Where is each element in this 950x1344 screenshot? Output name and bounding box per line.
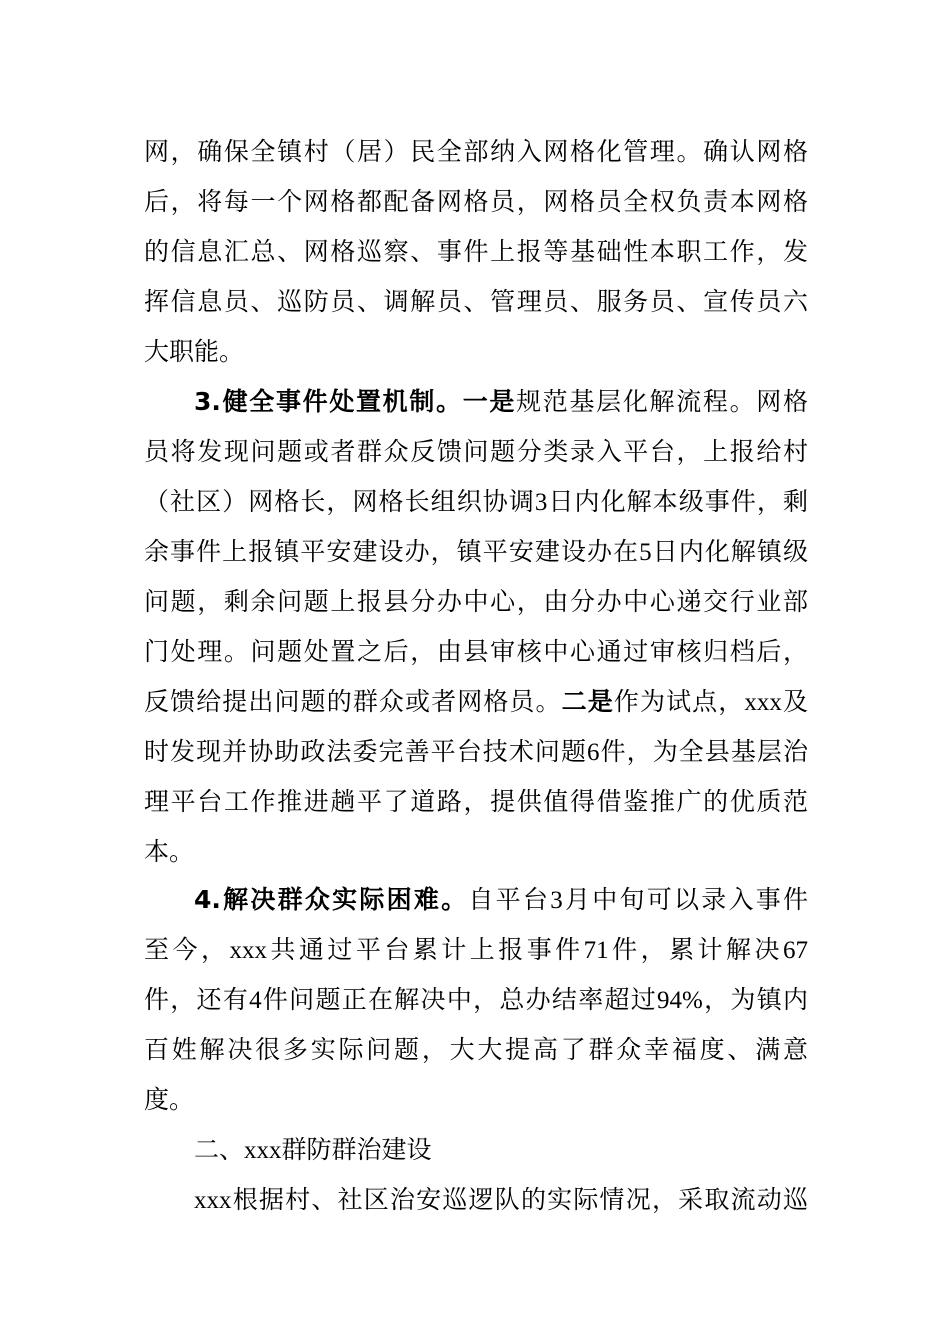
text-line: 大职能。 bbox=[144, 337, 245, 366]
section-two-heading bbox=[194, 1133, 808, 1167]
text-span: 件，还有 bbox=[144, 985, 250, 1014]
text-span: 自平台 bbox=[468, 885, 551, 914]
placeholder-span: xxx bbox=[229, 937, 267, 964]
text-line: 员将发现问题或者群众反馈问题分类录入平台，上报给村 bbox=[144, 437, 808, 466]
section-4-heading: 4.解决群众实际困难。 bbox=[194, 885, 469, 914]
text-span: 及 bbox=[781, 687, 808, 716]
section-4-first-line bbox=[194, 883, 808, 917]
text-span: ，为镇内 bbox=[702, 985, 808, 1014]
text-line: 门处理。问题处置之后，由县审核中心通过审核归档后， bbox=[144, 637, 808, 666]
text-span: 作为试点， bbox=[613, 687, 745, 716]
text-line bbox=[144, 535, 808, 569]
text-line: 度。 bbox=[144, 1085, 195, 1114]
text-line: 百姓解决很多实际问题，大大提高了群众幸福度、满意 bbox=[144, 1035, 808, 1064]
text-span: 群防群治建设 bbox=[281, 1135, 432, 1164]
text-span: 至今， bbox=[144, 935, 230, 964]
number-span: 67 bbox=[782, 937, 808, 964]
number-span: 5 bbox=[639, 539, 652, 566]
number-span: 3 bbox=[534, 489, 548, 516]
text-span: 二、 bbox=[194, 1135, 245, 1164]
section-3-heading: 3.健全事件处置机制。 bbox=[194, 387, 463, 416]
placeholder-span: xxx bbox=[244, 1137, 282, 1164]
text-span: 日内化解本级事件，剩 bbox=[547, 487, 808, 516]
section-3-first-line bbox=[194, 385, 808, 419]
number-span: 4 bbox=[249, 987, 262, 1014]
text-span: 时发现并协助政法委完善平台技术问题 bbox=[144, 737, 588, 766]
text-line bbox=[144, 735, 808, 769]
number-span: 6 bbox=[587, 739, 600, 766]
first-point-label: 一是 bbox=[462, 387, 517, 416]
text-span: 反馈给提出问题的群众或者网格员。 bbox=[144, 687, 562, 716]
text-line: 问题，剩余问题上报县分办中心，由分办中心递交行业部 bbox=[144, 587, 808, 616]
text-span: 根据村、社区治安巡逻队的实际情况，采取流动巡 bbox=[231, 1185, 808, 1214]
second-point-label: 二是 bbox=[561, 687, 614, 716]
text-span: 共通过平台累计上报事件 bbox=[266, 935, 584, 964]
percent-span: 94% bbox=[657, 987, 703, 1014]
text-span: 日内化解镇级 bbox=[651, 537, 808, 566]
number-span: 3 bbox=[550, 887, 563, 914]
text-line: 网，确保全镇村（居）民全部纳入网格化管理。确认网格 bbox=[144, 137, 808, 166]
text-line bbox=[144, 933, 808, 967]
placeholder-span: xxx bbox=[194, 1187, 232, 1214]
text-line bbox=[144, 485, 808, 519]
text-span: 件，为全县基层治 bbox=[599, 737, 808, 766]
text-span: 件，累计解决 bbox=[608, 935, 783, 964]
text-line bbox=[194, 1183, 808, 1217]
text-line: 挥信息员、巡防员、调解员、管理员、服务员、宣传员六 bbox=[144, 287, 808, 316]
text-line: 本。 bbox=[144, 837, 195, 866]
text-line bbox=[144, 685, 808, 719]
text-line bbox=[144, 983, 808, 1017]
placeholder-span: xxx bbox=[744, 689, 782, 716]
number-span: 71 bbox=[583, 937, 609, 964]
text-span: 余事件上报镇平安建设办，镇平安建设办在 bbox=[144, 537, 640, 566]
text-span: 规范基层化解流程。网格 bbox=[516, 387, 808, 416]
text-span: （社区）网格长，网格长组织协调 bbox=[144, 487, 535, 516]
text-line: 后，将每一个网格都配备网格员，网格员全权负责本网格 bbox=[144, 187, 808, 216]
text-line: 的信息汇总、网格巡察、事件上报等基础性本职工作，发 bbox=[144, 237, 808, 266]
text-span: 月中旬可以录入事件 bbox=[562, 885, 808, 914]
text-line: 理平台工作推进趟平了道路，提供值得借鉴推广的优质范 bbox=[144, 787, 808, 816]
text-span: 件问题正在解决中，总办结率超过 bbox=[261, 985, 658, 1014]
